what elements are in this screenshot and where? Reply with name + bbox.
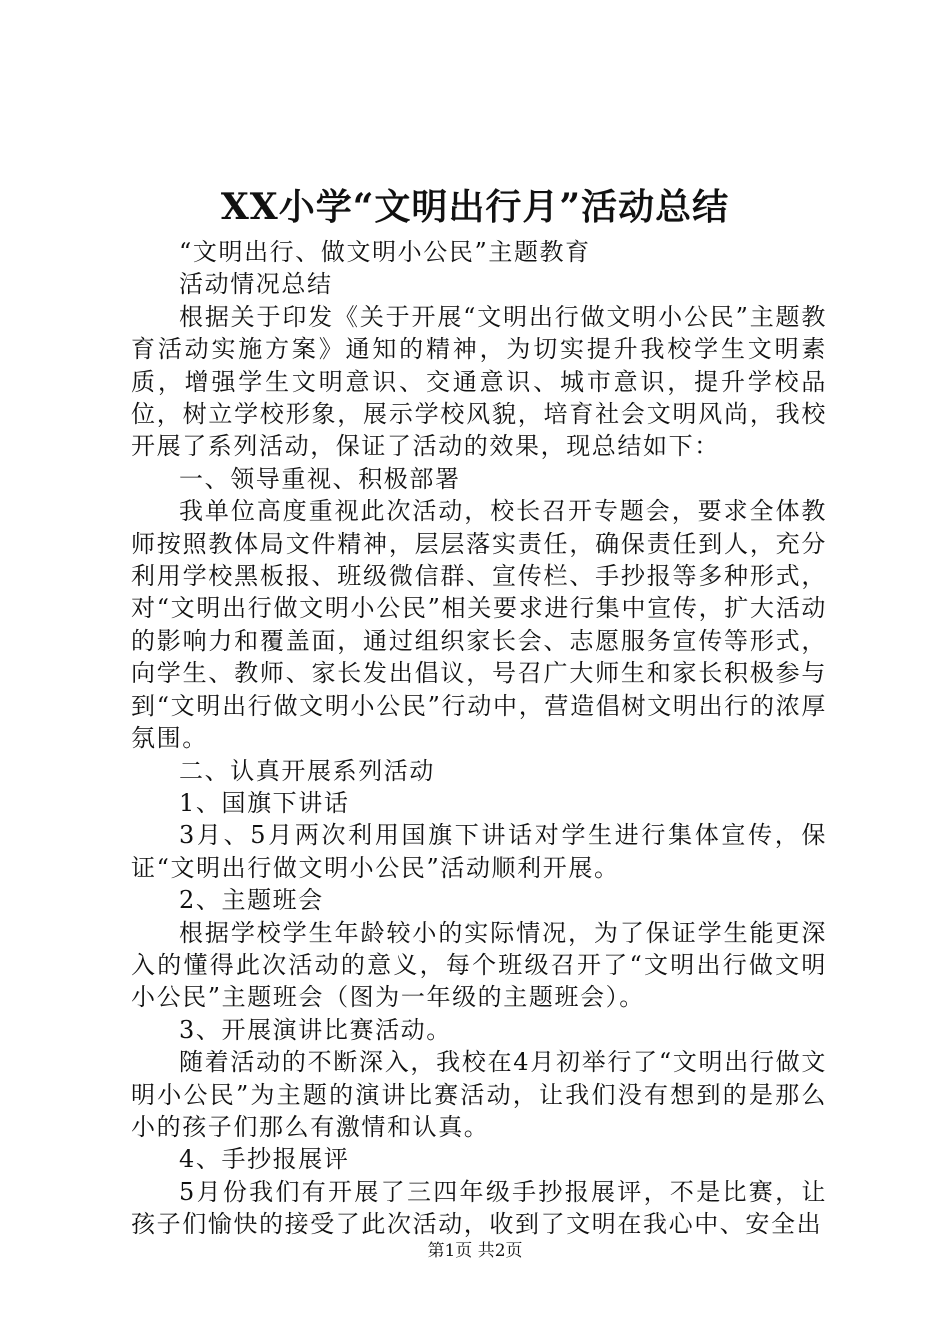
paragraph: 我单位高度重视此次活动，校长召开专题会，要求全体教师按照教体局文件精神，层层落实责任，确保责任到人，充分利用学校黑板报、班级微信群、宣传栏、手抄报等多种形式，对“文明出行做文明小公民”相关要求进行集中宣传，扩大活动的影响力和覆盖面，通过组织家长会、志愿服务宣传等形式，向学生、教师、家长发出倡议，号召广大师生和家长积极参与到“文明出行做文明小公民”行动中，营造倡树文明出行的浓厚氛围。 (131, 497, 827, 753)
paragraph: 根据学校学生年龄较小的实际情况，为了保证学生能更深入的懂得此次活动的意义，每个班级召开了“文明出行做文明小公民”主题班会（图为一年级的主题班会）。 (131, 918, 827, 1012)
subsection-heading: 1、国旗下讲话 (179, 788, 350, 817)
paragraph: 5月份我们有开展了三四年级手抄报展评，不是比赛，让孩子们愉快的接受了此次活动，收到了文明在我心中、安全出 (131, 1177, 827, 1239)
paragraph: 活动情况总结 (179, 270, 333, 299)
document-title: XX小学“文明出行月”活动总结 (220, 186, 730, 228)
paragraph: “文明出行、做文明小公民”主题教育 (179, 238, 591, 266)
subsection-heading: 2、主题班会 (179, 886, 324, 915)
document-body (131, 236, 827, 1241)
paragraph: 3月、5月两次利用国旗下讲话对学生进行集体宣传，保证“文明出行做文明小公民”活动顺利开展。 (131, 821, 827, 882)
subsection-heading: 3、开展演讲比赛活动。 (179, 1015, 452, 1044)
paragraph: 根据关于印发《关于开展“文明出行做文明小公民”主题教育活动实施方案》通知的精神，为切实提升我校学生文明素质，增强学生文明意识、交通意识、城市意识，提升学校品位，树立学校形象，展示学校风貌，培育社会文明风尚，我校开展了系列活动，保证了活动的效果，现总结如下： (131, 302, 827, 461)
subsection-heading: 4、手抄报展评 (179, 1145, 350, 1174)
section-heading: 二、认真开展系列活动 (179, 756, 435, 785)
section-heading: 一、领导重视、积极部署 (179, 464, 461, 493)
paragraph: 随着活动的不断深入，我校在4月初举行了“文明出行做文明小公民”为主题的演讲比赛活动，让我们没有想到的是那么小的孩子们那么有激情和认真。 (131, 1048, 827, 1141)
page-footer: 第1页 共2页 (427, 1241, 523, 1261)
